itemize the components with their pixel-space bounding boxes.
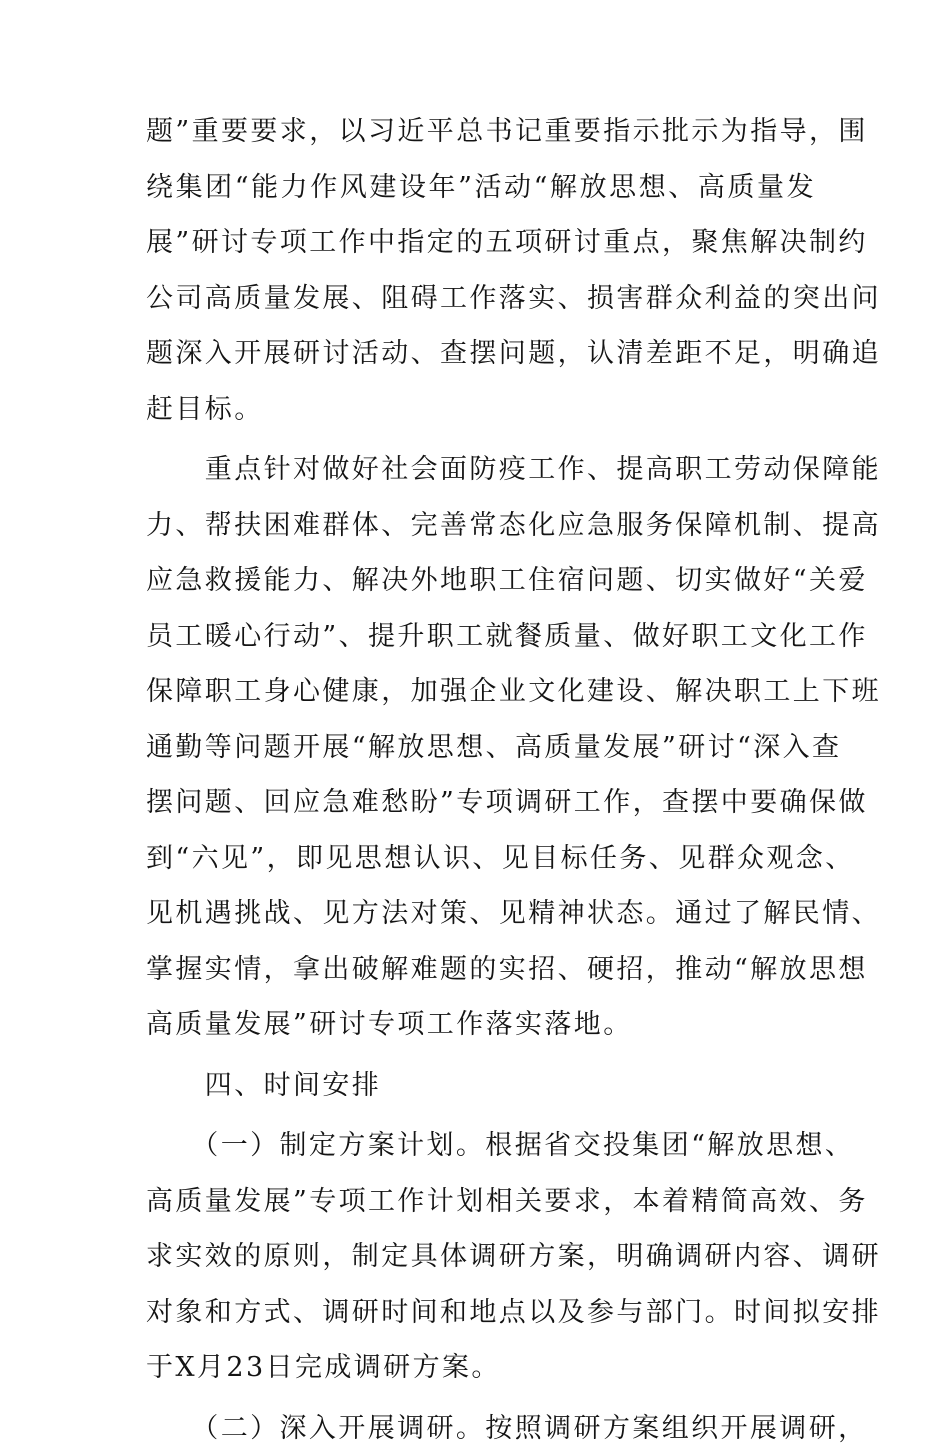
section-heading-text: 四、时间安排 xyxy=(146,1058,816,1114)
text-line: 求实效的原则，制定具体调研方案，明确调研内容、调研 xyxy=(146,1229,816,1285)
text-line: 高质量发展”专项工作计划相关要求，本着精简高效、务 xyxy=(146,1174,816,1230)
text-line: 应急救援能力、解决外地职工住宿问题、切实做好“关爱 xyxy=(146,553,816,609)
text-line: 力、帮扶困难群体、完善常态化应急服务保障机制、提高 xyxy=(146,498,816,554)
text-line: 保障职工身心健康，加强企业文化建设、解决职工上下班 xyxy=(146,664,816,720)
text-line: 题”重要要求，以习近平总书记重要指示批示为指导，围 xyxy=(146,104,816,160)
text-line: （二）深入开展调研。按照调研方案组织开展调研， xyxy=(146,1401,816,1456)
text-line: 公司高质量发展、阻碍工作落实、损害群众利益的突出问 xyxy=(146,271,816,327)
text-line: 赶目标。 xyxy=(146,382,816,438)
paragraph-plan xyxy=(146,1118,816,1396)
text-line: 于X月23日完成调研方案。 xyxy=(146,1340,816,1396)
text-line: 绕集团“能力作风建设年”活动“解放思想、高质量发 xyxy=(146,160,816,216)
text-line: 员工暖心行动”、提升职工就餐质量、做好职工文化工作 xyxy=(146,609,816,665)
text-line: 展”研讨专项工作中指定的五项研讨重点，聚焦解决制约 xyxy=(146,215,816,271)
text-line: 对象和方式、调研时间和地点以及参与部门。时间拟安排 xyxy=(146,1285,816,1341)
paragraph-guidance xyxy=(146,104,816,437)
text-line: 题深入开展研讨活动、查摆问题，认清差距不足，明确追 xyxy=(146,326,816,382)
paragraph-research xyxy=(146,1401,816,1456)
text-line: 重点针对做好社会面防疫工作、提高职工劳动保障能 xyxy=(146,442,816,498)
text-line: 掌握实情，拿出破解难题的实招、硬招，推动“解放思想 xyxy=(146,942,816,998)
text-line: 高质量发展”研讨专项工作落实落地。 xyxy=(146,997,816,1053)
text-line: 见机遇挑战、见方法对策、见精神状态。通过了解民情、 xyxy=(146,886,816,942)
paragraph-key-focus xyxy=(146,442,816,1053)
text-line: 摆问题、回应急难愁盼”专项调研工作，查摆中要确保做 xyxy=(146,775,816,831)
text-line: （一）制定方案计划。根据省交投集团“解放思想、 xyxy=(146,1118,816,1174)
text-line: 通勤等问题开展“解放思想、高质量发展”研讨“深入查 xyxy=(146,720,816,776)
text-line: 到“六见”，即见思想认识、见目标任务、见群众观念、 xyxy=(146,831,816,887)
document-body xyxy=(146,104,816,1456)
section-heading-schedule xyxy=(146,1058,816,1114)
